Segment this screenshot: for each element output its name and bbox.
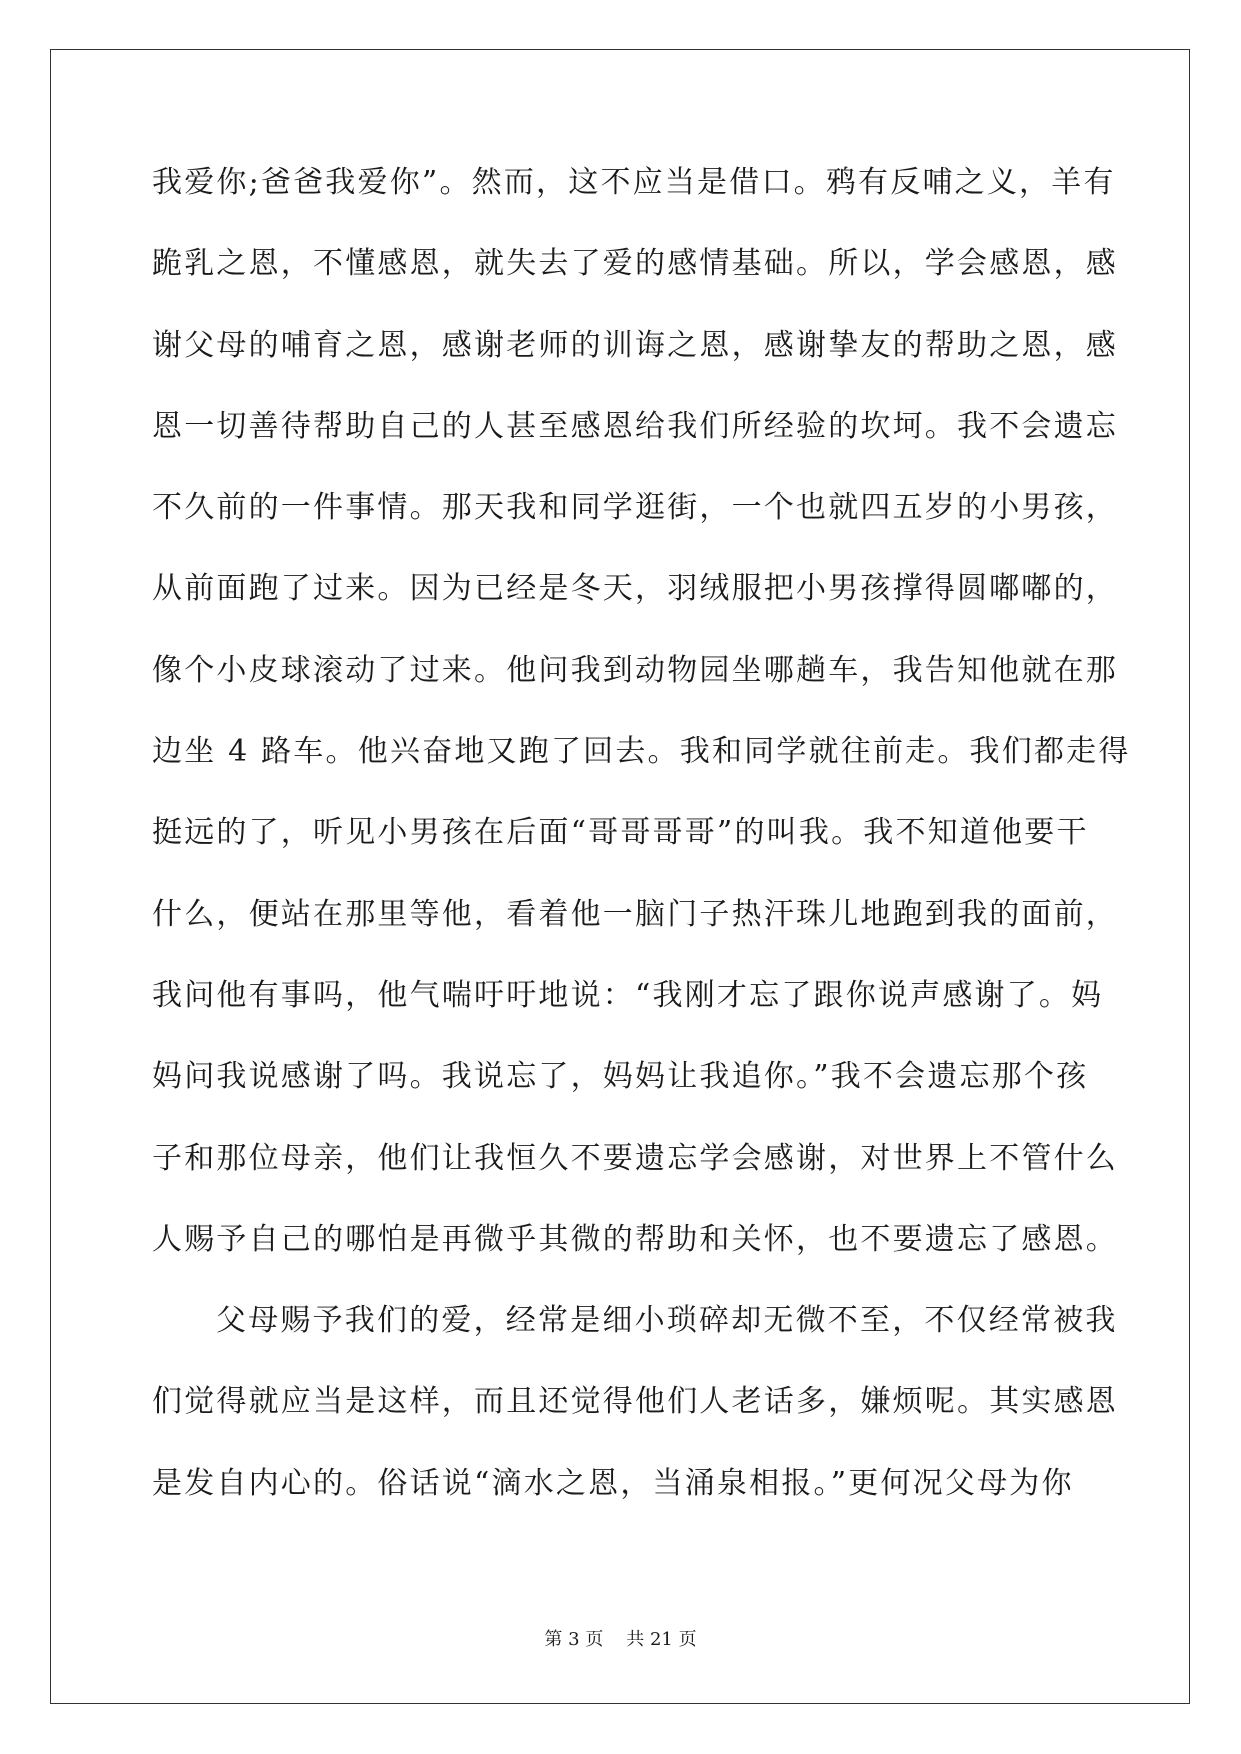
page-footer	[0, 1625, 1241, 1651]
body-text	[152, 158, 1131, 1540]
footer-gap	[603, 1629, 626, 1650]
text-line: 我爱你;爸爸我爱你”。然而，这不应当是借口。鸦有反哺之义，羊有	[152, 165, 1116, 200]
text-line: 是发自内心的。俗话说“滴水之恩，当涌泉相报。”更何况父母为你	[152, 1465, 1074, 1501]
text-line: 人赐予自己的哪怕是再微乎其微的帮助和关怀，也不要遗忘了感恩。	[152, 1221, 1118, 1257]
text-line: 跪乳之恩，不懂感恩，就失去了爱的感情基础。所以，学会感恩，感	[152, 246, 1118, 282]
text-line: 我问他有事吗，他气喘吁吁地说：“我刚才忘了跟你说声感谢了。妈	[152, 977, 1104, 1013]
text-line: 恩一切善待帮助自己的人甚至感恩给我们所经验的坎坷。我不会遗忘	[152, 408, 1118, 444]
text-line: 挺远的了，听见小男孩在后面“哥哥哥哥”的叫我。我不知道他要干	[152, 815, 1089, 851]
text-line: 子和那位母亲，他们让我恒久不要遗忘学会感谢，对世界上不管什么	[152, 1140, 1118, 1176]
text-line: 边坐 4 路车。他兴奋地又跑了回去。我和同学就往前走。我们都走得	[152, 734, 1131, 770]
text-line: 妈问我说感谢了吗。我说忘了，妈妈让我追你。”我不会遗忘那个孩	[152, 1059, 1089, 1095]
text-line: 什么，便站在那里等他，看着他一脑门子热汗珠儿地跑到我的面前，	[152, 896, 1118, 932]
text-line: 父母赐予我们的爱，经常是细小琐碎却无微不至，不仅经常被我	[216, 1303, 1118, 1339]
page-number: 第 3 页	[544, 1629, 604, 1650]
text-line: 不久前的一件事情。那天我和同学逛街，一个也就四五岁的小男孩，	[152, 490, 1118, 526]
text-line: 们觉得就应当是这样，而且还觉得他们人老话多，嫌烦呢。其实感恩	[152, 1384, 1118, 1420]
page-total: 共 21 页	[626, 1629, 697, 1650]
text-line: 谢父母的哺育之恩，感谢老师的训诲之恩，感谢挚友的帮助之恩，感	[152, 327, 1118, 363]
text-line: 从前面跑了过来。因为已经是冬天，羽绒服把小男孩撑得圆嘟嘟的，	[152, 571, 1118, 607]
text-line: 像个小皮球滚动了过来。他问我到动物园坐哪趟车，我告知他就在那	[152, 652, 1118, 688]
